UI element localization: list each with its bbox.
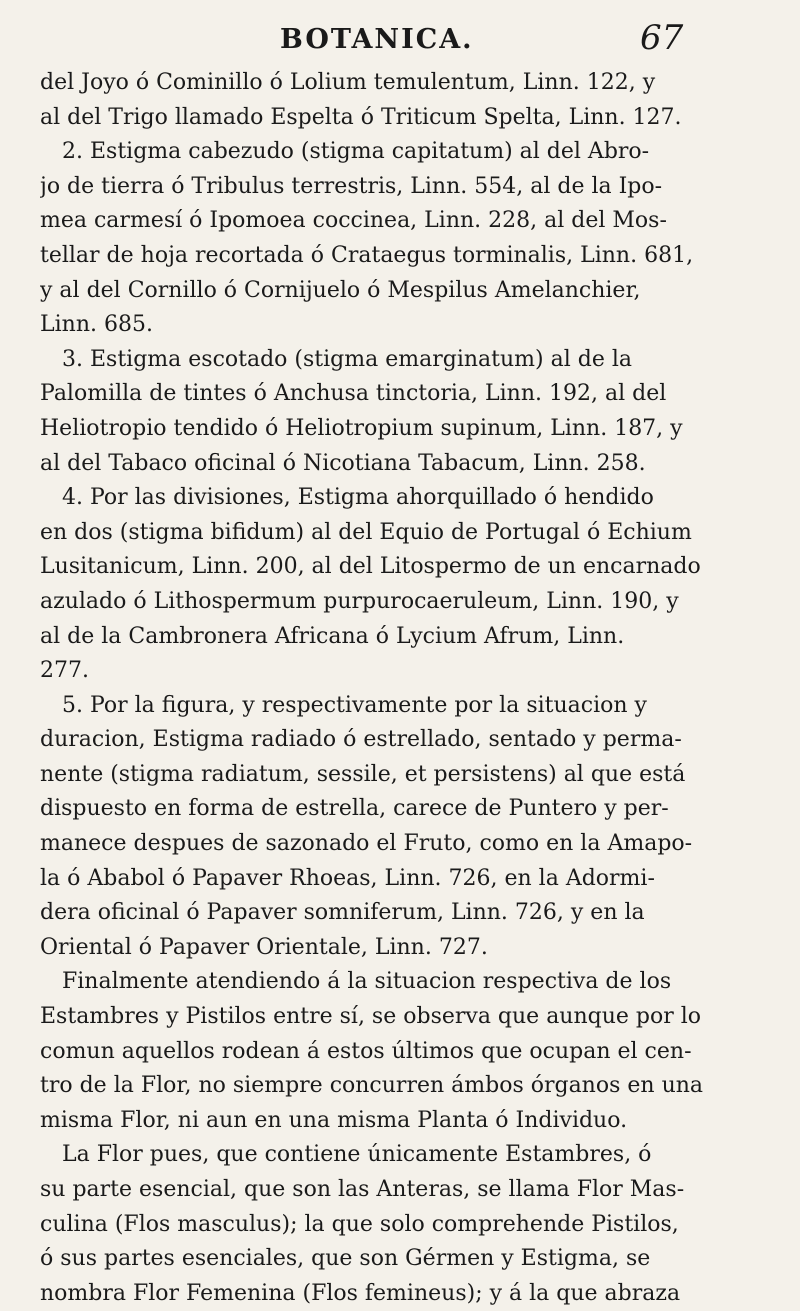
text-line: del Joyo ó Cominillo ó Lolium temulentum, Linn. 122, y: [40, 70, 656, 95]
text-line: mea carmesí ó Ipomoea coccinea, Linn. 228, al del Mos-: [40, 208, 667, 234]
text-line: duracion, Estigma radiado ó estrellado, sentado y perma-: [40, 727, 682, 753]
body-text: [40, 66, 778, 1311]
text-line: La Flor pues, que contiene únicamente Estambres, ó: [62, 1142, 652, 1168]
text-line: Lusitanicum, Linn. 200, al del Litospermo de un encarnado: [40, 554, 701, 580]
text-line: jo de tierra ó Tribulus terrestris, Linn. 554, al de la Ipo-: [40, 173, 663, 199]
page-number: 67: [640, 18, 684, 58]
text-line: ó sus partes esenciales, que son Gérmen y Estigma, se: [40, 1246, 651, 1272]
text-line: nente (stigma radiatum, sessile, et persistens) al que está: [40, 761, 686, 787]
text-line: su parte esencial, que son las Anteras, se llama Flor Mas-: [40, 1177, 685, 1202]
text-line: Estambres y Pistilos entre sí, se observa que aunque por lo: [40, 1004, 702, 1030]
text-line: tellar de hoja recortada ó Crataegus torminalis, Linn. 681,: [40, 242, 694, 268]
text-line: manece despues de sazonado el Fruto, como en la Amapo-: [40, 831, 693, 857]
running-head: [0, 18, 800, 62]
running-title: BOTANICA.: [280, 24, 474, 55]
text-line: azulado ó Lithospermum purpurocaeruleum, Linn. 190, y: [40, 588, 679, 614]
text-line: Palomilla de tintes ó Anchusa tinctoria, Linn. 192, al del: [40, 381, 667, 407]
text-line: nombra Flor Femenina (Flos femineus); y á la que abraza: [40, 1280, 681, 1306]
text-line: misma Flor, ni aun en una misma Planta ó Individuo.: [40, 1107, 628, 1133]
text-line: la ó Ababol ó Papaver Rhoeas, Linn. 726, en la Adormi-: [40, 865, 655, 891]
text-line: dispuesto en forma de estrella, carece de Puntero y per-: [40, 796, 669, 822]
text-line: 3. Estigma escotado (stigma emarginatum) al de la: [62, 346, 632, 372]
text-line: culina (Flos masculus); la que solo comprehende Pistilos,: [40, 1211, 679, 1237]
text-line: Heliotropio tendido ó Heliotropium supinum, Linn. 187, y: [40, 415, 683, 441]
text-line: 2. Estigma cabezudo (stigma capitatum) al del Abro-: [62, 139, 650, 165]
text-line: Linn. 685.: [40, 312, 153, 338]
text-line: Finalmente atendiendo á la situacion respectiva de los: [62, 969, 672, 995]
text-line: y al del Cornillo ó Cornijuelo ó Mespilus Amelanchier,: [40, 277, 641, 303]
text-line: comun aquellos rodean á estos últimos que ocupan el cen-: [40, 1038, 692, 1064]
text-line: 4. Por las divisiones, Estigma ahorquillado ó hendido: [62, 485, 654, 511]
text-line: 5. Por la figura, y respectivamente por la situacion y: [62, 692, 647, 718]
text-line: al del Trigo llamado Espelta ó Triticum Spelta, Linn. 127.: [40, 104, 682, 130]
text-line: tro de la Flor, no siempre concurren ámbos órganos en una: [40, 1073, 704, 1099]
text-line: Oriental ó Papaver Orientale, Linn. 727.: [40, 934, 488, 960]
text-line: en dos (stigma bifidum) al del Equio de Portugal ó Echium: [40, 519, 692, 545]
text-line: al del Tabaco oficinal ó Nicotiana Tabacum, Linn. 258.: [40, 450, 646, 476]
text-line: dera oficinal ó Papaver somniferum, Linn. 726, y en la: [40, 900, 645, 926]
text-line: 277.: [40, 658, 89, 684]
text-line: al de la Cambronera Africana ó Lycium Afrum, Linn.: [40, 623, 625, 649]
